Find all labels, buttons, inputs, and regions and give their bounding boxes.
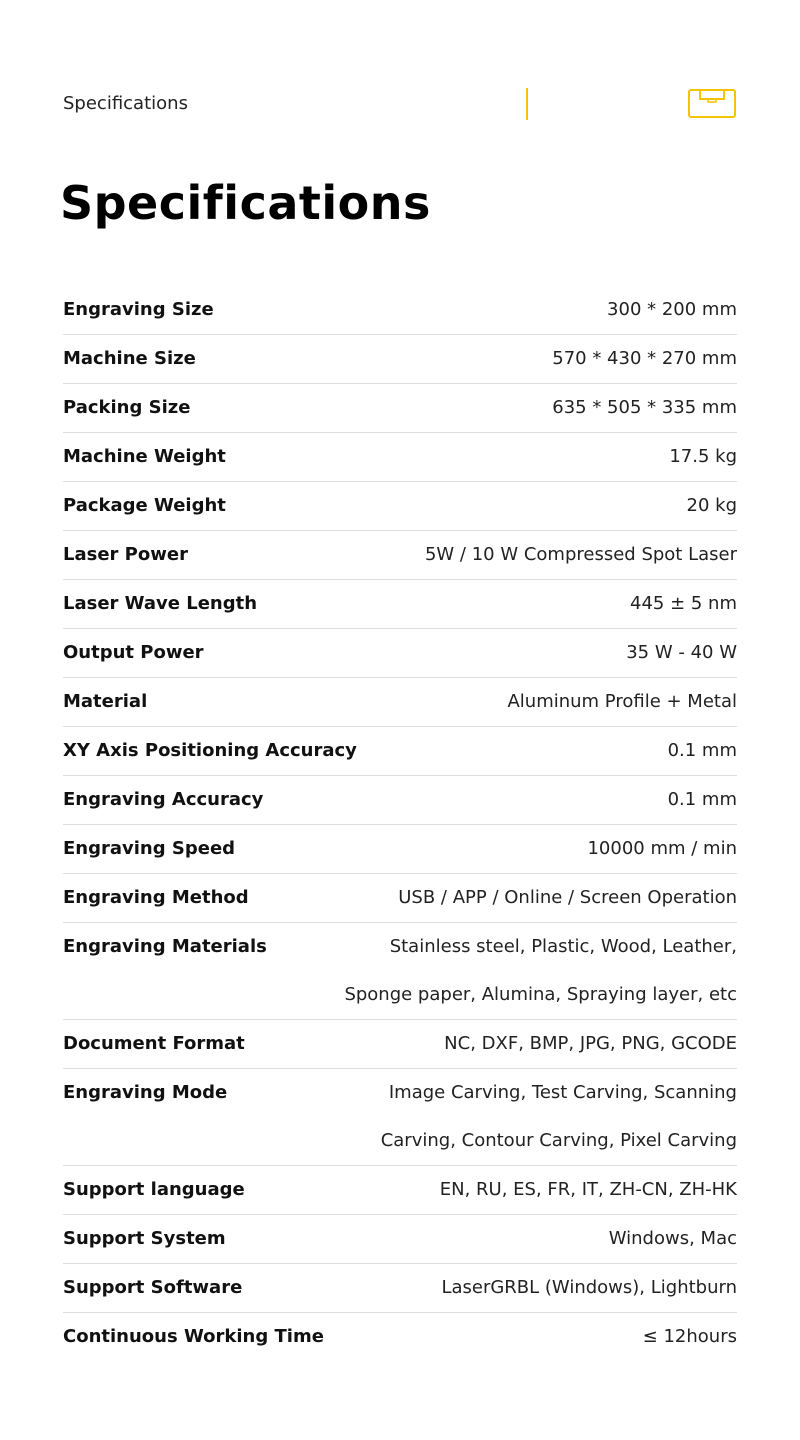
spec-value [630,580,737,628]
spec-value-line: 5W / 10 W Compressed Spot Laser [424,544,737,565]
spec-value [643,1313,737,1361]
spec-value [344,923,737,1019]
spec-label: Output Power [63,642,204,663]
spec-value [668,776,737,824]
spec-value [609,1215,737,1263]
divider [526,88,528,120]
spec-value-line: LaserGRBL (Windows), Lightburn [441,1277,737,1298]
spec-value [626,629,737,677]
spec-value-line: NC, DXF, BMP, JPG, PNG, GCODE [444,1033,737,1054]
spec-value-line: USB / APP / Online / Screen Operation [398,887,737,908]
spec-label: Support System [63,1228,226,1249]
spec-value-line: Image Carving, Test Carving, Scanning [388,1082,737,1103]
spec-label: Engraving Accuracy [63,789,264,810]
spec-row [63,825,737,874]
laser-machine-icon[interactable] [688,89,736,119]
spec-label: Engraving Mode [63,1082,228,1103]
spec-row [63,580,737,629]
spec-value-line: 0.1 mm [667,740,737,761]
spec-value [441,1264,737,1312]
spec-label: Engraving Method [63,887,249,908]
spec-label: Material [63,691,148,712]
spec-label: Laser Wave Length [63,593,258,614]
spec-value [587,825,737,873]
spec-row [63,286,737,335]
spec-value-line: Aluminum Profile + Metal [507,691,737,712]
spec-row [63,874,737,923]
spec-label: Engraving Materials [63,936,267,957]
spec-row [63,678,737,727]
spec-value-line: 570 * 430 * 270 mm [552,348,737,369]
spec-value [552,384,737,432]
spec-label: Support language [63,1179,245,1200]
spec-value-line: EN, RU, ES, FR, IT, ZH-CN, ZH-HK [439,1179,737,1200]
spec-value [381,1069,737,1165]
spec-value-line: 0.1 mm [667,789,737,810]
spec-value-line: 10000 mm / min [587,838,737,859]
spec-row [63,1264,737,1313]
spec-value-line: 300 * 200 mm [607,299,737,320]
spec-label: Engraving Size [63,299,214,320]
spec-label: Document Format [63,1033,245,1054]
spec-label: Machine Weight [63,446,226,467]
spec-value [444,1020,737,1068]
spec-value [507,678,737,726]
spec-row [63,1166,737,1215]
breadcrumb[interactable]: Specifications [63,93,188,114]
spec-label: XY Axis Positioning Accuracy [63,740,357,761]
spec-value-line: 35 W - 40 W [626,642,737,663]
spec-value-line: Carving, Contour Carving, Pixel Carving [380,1130,737,1151]
spec-label: Continuous Working Time [63,1326,324,1347]
spec-label: Engraving Speed [63,838,236,859]
spec-row [63,727,737,776]
spec-label: Machine Size [63,348,196,369]
spec-label: Laser Power [63,544,188,565]
spec-value-line: 17.5 kg [669,446,737,467]
spec-value [552,335,737,383]
top-bar [0,0,800,140]
spec-row [63,482,737,531]
spec-value [607,286,737,334]
spec-value-line: ≤ 12hours [642,1326,737,1347]
spec-value [687,482,737,530]
spec-row [63,923,737,1020]
spec-value-line: Windows, Mac [608,1228,737,1249]
spec-row [63,629,737,678]
spec-value-line: Sponge paper, Alumina, Spraying layer, etc [344,984,737,1005]
spec-value-line: 635 * 505 * 335 mm [552,397,737,418]
spec-value-line: 445 ± 5 nm [630,593,737,614]
spec-row [63,335,737,384]
spec-row [63,1020,737,1069]
spec-label: Packing Size [63,397,191,418]
spec-value [669,433,737,481]
spec-label: Support Software [63,1277,243,1298]
spec-value [398,874,737,922]
spec-row [63,433,737,482]
spec-value [425,531,737,579]
spec-value-line: 20 kg [686,495,737,516]
spec-row [63,776,737,825]
spec-row [63,1069,737,1166]
spec-row [63,531,737,580]
spec-label: Package Weight [63,495,226,516]
spec-row [63,1313,737,1361]
spec-value-line: Stainless steel, Plastic, Wood, Leather, [389,936,737,957]
spec-value [440,1166,737,1214]
spec-row [63,1215,737,1264]
spec-row [63,384,737,433]
spec-value [668,727,737,775]
specifications-table [63,286,737,1361]
page-title: Specifications [60,176,431,230]
